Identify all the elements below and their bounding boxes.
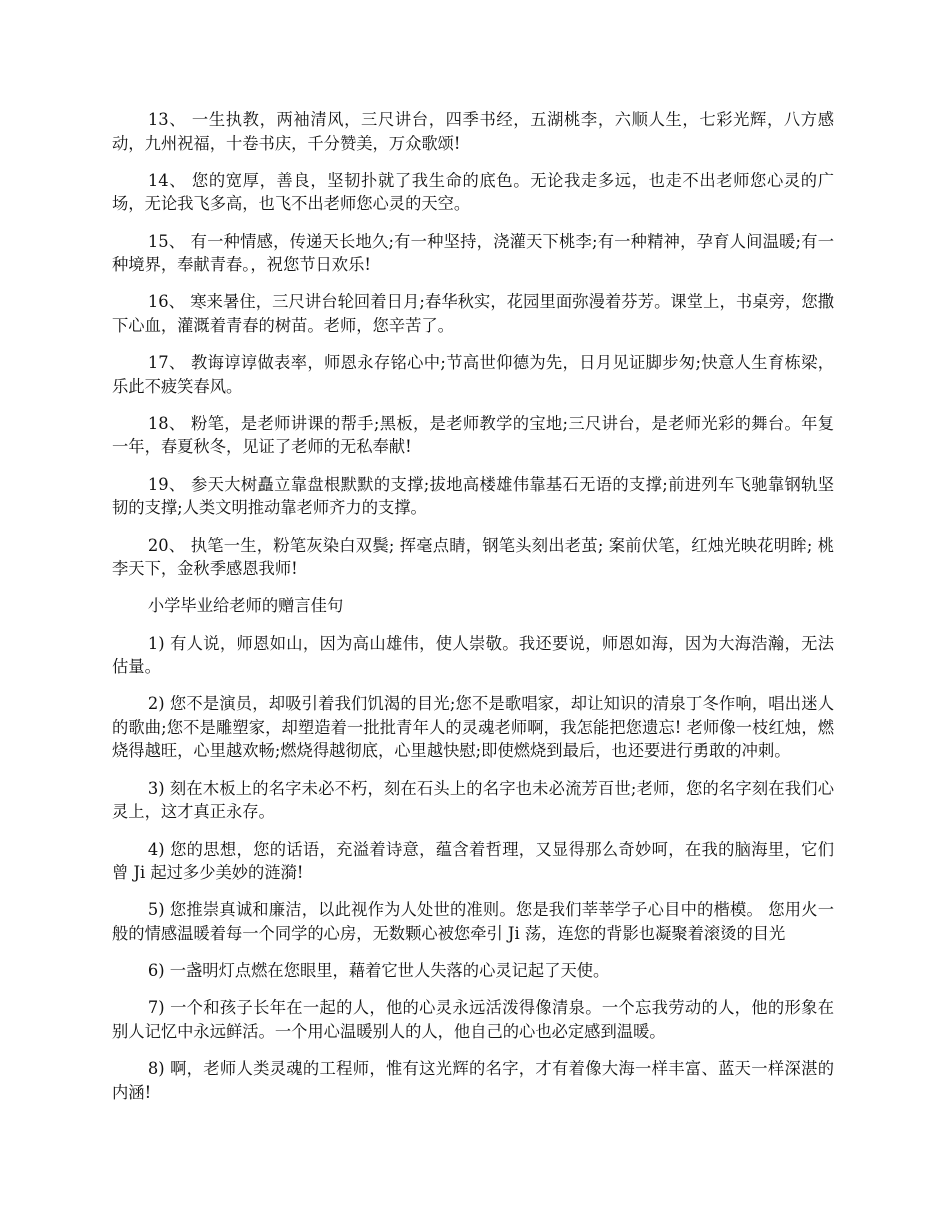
paragraph-19: 19、 参天大树矗立靠盘根默默的支撑;拔地高楼雄伟靠基石无语的支撑;前进列车飞驰靠钢轨坚韧的支撑;人类文明推动靠老师齐力的支撑。 <box>112 474 834 518</box>
quote-3: 3) 刻在木板上的名字未必不朽，刻在石头上的名字也未必流芳百世;老师，您的名字刻在我们心灵上，这才真正永存。 <box>112 778 834 822</box>
paragraph-20: 20、 执笔一生，粉笔灰染白双鬓; 挥毫点睛，钢笔头刻出老茧; 案前伏笔，红烛光映花明眸; 桃李天下，金秋季感恩我师! <box>112 535 834 579</box>
paragraph-18: 18、 粉笔，是老师讲课的帮手;黑板，是老师教学的宝地;三尺讲台，是老师光彩的舞台。年复一年，春夏秋冬，见证了老师的无私奉献! <box>112 413 834 457</box>
quote-8: 8) 啊，老师人类灵魂的工程师，惟有这光辉的名字，才有着像大海一样丰富、蓝天一样深湛的内涵! <box>112 1059 834 1102</box>
quote-7: 7) 一个和孩子长年在一起的人，他的心灵永远活泼得像清泉。一个忘我劳动的人，他的形象在别人记忆中永远鲜活。一个用心温暖别人的人，他自己的心也必定感到温暖。 <box>112 998 834 1041</box>
quote-2: 2) 您不是演员，却吸引着我们饥渴的目光;您不是歌唱家，却让知识的清泉丁冬作响，唱出迷人的歌曲;您不是雕塑家，却塑造着一批批青年人的灵魂老师啊，我怎能把您遗忘! 老师像一枝红烛，燃烧得越旺，心里越欢畅;燃烧得越彻底，心里越快慰;即使燃烧到最后，也还要进行勇敢的冲刺。 <box>112 694 834 761</box>
paragraph-13: 13、 一生执教，两袖清风，三尺讲台，四季书经，五湖桃李，六顺人生，七彩光辉，八方感动，九州祝福，十卷书庆，千分赞美，万众歌颂! <box>112 110 834 153</box>
document-page <box>112 108 834 1118</box>
quote-5: 5) 您推崇真诚和廉洁，以此视作为人处世的准则。您是我们莘莘学子心目中的楷模。 您用火一般的情感温暖着每一个同学的心房，无数颗心被您牵引 Ji 荡，连您的背影也凝聚着滚烫的目光 <box>112 900 834 943</box>
paragraph-14: 14、 您的宽厚，善良，坚韧扑就了我生命的底色。无论我走多远，也走不出老师您心灵的广场，无论我飞多高，也飞不出老师您心灵的天空。 <box>112 170 834 214</box>
paragraph-16: 16、 寒来暑住，三尺讲台轮回着日月;春华秋实，花园里面弥漫着芬芳。课堂上，书桌旁，您撒下心血，灌溉着青春的树苗。老师，您辛苦了。 <box>112 292 834 335</box>
paragraph-15: 15、 有一种情感，传递天长地久;有一种坚持，浇灌天下桃李;有一种精神，孕育人间温暖;有一种境界，奉献青春。，祝您节日欢乐! <box>112 231 834 275</box>
quote-6: 6) 一盏明灯点燃在您眼里，藉着它世人失落的心灵记起了天使。 <box>147 961 610 981</box>
quote-1: 1) 有人说，师恩如山，因为高山雄伟，使人崇敬。我还要说，师恩如海，因为大海浩瀚，无法估量。 <box>112 633 834 677</box>
section-heading: 小学毕业给老师的赠言佳句 <box>147 596 344 616</box>
paragraph-17: 17、 教诲谆谆做表率，师恩永存铭心中;节高世仰德为先，日月见证脚步匆;快意人生育栋梁，乐此不疲笑春风。 <box>112 353 834 396</box>
quote-4: 4) 您的思想，您的话语，充溢着诗意，蕴含着哲理，又显得那么奇妙呵，在我的脑海里，它们曾 Ji 起过多少美妙的涟漪! <box>112 839 834 883</box>
